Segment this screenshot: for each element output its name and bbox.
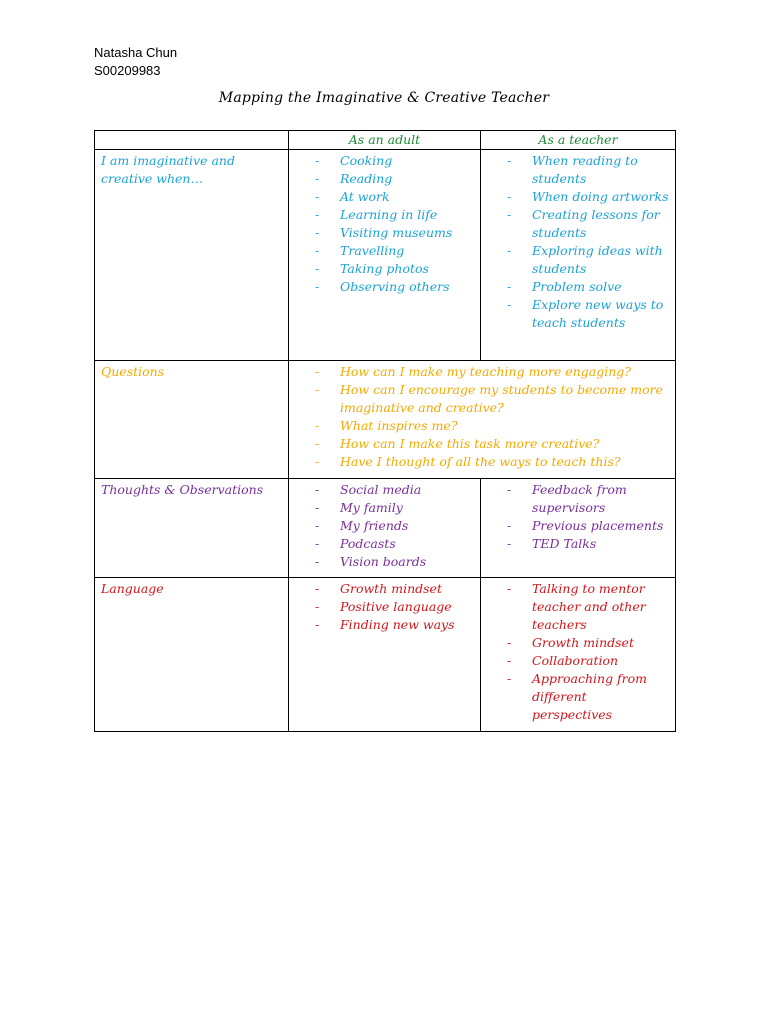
list-item <box>487 152 669 188</box>
row-thoughts-observations <box>95 479 676 578</box>
bullet-dash: - <box>315 554 320 569</box>
list-item-text: Problem solve <box>532 279 622 294</box>
bullet-dash: - <box>507 243 512 258</box>
bullet-dash: - <box>315 153 320 168</box>
bullet-dash: - <box>315 207 320 222</box>
list-item-text: Finding new ways <box>340 617 455 632</box>
list-item <box>487 481 669 517</box>
row-label: Thoughts & Observations <box>95 479 289 578</box>
row-questions <box>95 361 676 479</box>
list-item-text: My family <box>340 500 403 515</box>
bullet-dash: - <box>315 536 320 551</box>
list-item-text: How can I make my teaching more engaging? <box>340 364 631 379</box>
list-item <box>295 417 669 435</box>
bullet-dash: - <box>315 225 320 240</box>
list-item <box>295 453 669 471</box>
list-item-text: Podcasts <box>340 536 396 551</box>
author-block <box>94 44 177 80</box>
list-item-text: When reading to students <box>532 153 638 186</box>
bullet-dash: - <box>315 454 320 469</box>
bullet-dash: - <box>315 599 320 614</box>
list-item-text: TED Talks <box>532 536 597 551</box>
list-item-text: How can I encourage my students to become more imaginative and creative? <box>340 382 663 415</box>
bullet-dash: - <box>507 297 512 312</box>
teacher-cell <box>481 150 676 361</box>
list-item-text: Learning in life <box>340 207 438 222</box>
bullet-dash: - <box>315 382 320 397</box>
list-item <box>487 652 669 670</box>
list-item <box>295 224 474 242</box>
list-item-text: My friends <box>340 518 409 533</box>
bullet-dash: - <box>507 635 512 650</box>
list-item <box>295 260 474 278</box>
bullet-dash: - <box>507 518 512 533</box>
bullet-dash: - <box>315 500 320 515</box>
bullet-dash: - <box>507 581 512 596</box>
list-item-text: Reading <box>340 171 393 186</box>
teacher-cell <box>481 578 676 732</box>
list-item <box>295 499 474 517</box>
bullet-dash: - <box>315 261 320 276</box>
list-item-text: Creating lessons for students <box>532 207 660 240</box>
list-item <box>487 188 669 206</box>
list-item <box>295 435 669 453</box>
list-item-text: Explore new ways to teach students <box>532 297 664 330</box>
list-item-text: Positive language <box>340 599 452 614</box>
bullet-dash: - <box>507 536 512 551</box>
bullet-dash: - <box>315 482 320 497</box>
list-item <box>295 598 474 616</box>
list-item-text: Travelling <box>340 243 405 258</box>
header-as-adult: As an adult <box>289 131 481 150</box>
list-item <box>295 535 474 553</box>
list-item <box>487 206 669 242</box>
adult-cell <box>289 150 481 361</box>
header-empty-cell <box>95 131 289 150</box>
list-item-text: What inspires me? <box>340 418 458 433</box>
list-item <box>295 170 474 188</box>
list-item-text: Talking to mentor teacher and other teachers <box>532 581 646 632</box>
row-label: Language <box>95 578 289 732</box>
list-item-text: Visiting museums <box>340 225 453 240</box>
list-item-text: Growth mindset <box>340 581 442 596</box>
row-language <box>95 578 676 732</box>
list-item <box>487 242 669 278</box>
row-label: Questions <box>95 361 289 479</box>
bullet-dash: - <box>507 153 512 168</box>
list-item <box>295 481 474 499</box>
list-item <box>295 553 474 571</box>
list-item <box>487 535 669 553</box>
list-item <box>295 152 474 170</box>
header-row <box>95 131 676 150</box>
bullet-dash: - <box>507 279 512 294</box>
adult-cell <box>289 578 481 732</box>
bullet-dash: - <box>507 207 512 222</box>
bullet-dash: - <box>315 364 320 379</box>
row-label: I am imaginative and creative when… <box>95 150 289 361</box>
bullet-dash: - <box>507 653 512 668</box>
list-item-text: Vision boards <box>340 554 427 569</box>
bullet-dash: - <box>315 189 320 204</box>
list-item-text: Social media <box>340 482 422 497</box>
student-id: S00209983 <box>94 63 161 78</box>
list-item-text: Cooking <box>340 153 393 168</box>
bullet-dash: - <box>507 482 512 497</box>
list-item <box>295 616 474 634</box>
bullet-dash: - <box>315 581 320 596</box>
list-item-text: Observing others <box>340 279 450 294</box>
bullet-dash: - <box>507 189 512 204</box>
list-item-text: Feedback from supervisors <box>532 482 627 515</box>
bullet-dash: - <box>315 436 320 451</box>
list-item <box>295 188 474 206</box>
list-item-text: Growth mindset <box>532 635 634 650</box>
list-item <box>487 517 669 535</box>
list-item-text: Have I thought of all the ways to teach this? <box>340 454 621 469</box>
list-item <box>295 381 669 417</box>
bullet-dash: - <box>315 243 320 258</box>
list-item <box>295 363 669 381</box>
adult-cell <box>289 479 481 578</box>
list-item <box>295 517 474 535</box>
list-item-text: Exploring ideas with students <box>532 243 663 276</box>
mapping-table <box>94 130 676 732</box>
list-item-text: How can I make this task more creative? <box>340 436 600 451</box>
bullet-dash: - <box>507 671 512 686</box>
row-imaginative <box>95 150 676 361</box>
list-item <box>295 580 474 598</box>
list-item <box>295 278 474 296</box>
teacher-cell <box>481 479 676 578</box>
list-item-text: Approaching from different perspectives <box>532 671 648 722</box>
list-item-text: At work <box>340 189 390 204</box>
list-item <box>487 296 669 332</box>
list-item-text: When doing artworks <box>532 189 669 204</box>
list-item-text: Taking photos <box>340 261 429 276</box>
list-item-text: Previous placements <box>532 518 664 533</box>
author-name: Natasha Chun <box>94 45 178 60</box>
document-title: Mapping the Imaginative & Creative Teacher <box>218 90 550 106</box>
bullet-dash: - <box>315 418 320 433</box>
list-item <box>295 206 474 224</box>
list-item <box>487 634 669 652</box>
list-item <box>295 242 474 260</box>
list-item <box>487 580 669 634</box>
bullet-dash: - <box>315 617 320 632</box>
bullet-dash: - <box>315 518 320 533</box>
bullet-dash: - <box>315 279 320 294</box>
bullet-dash: - <box>315 171 320 186</box>
header-as-teacher: As a teacher <box>481 131 676 150</box>
questions-cell <box>289 361 676 479</box>
list-item-text: Collaboration <box>532 653 619 668</box>
list-item <box>487 670 669 724</box>
list-item <box>487 278 669 296</box>
